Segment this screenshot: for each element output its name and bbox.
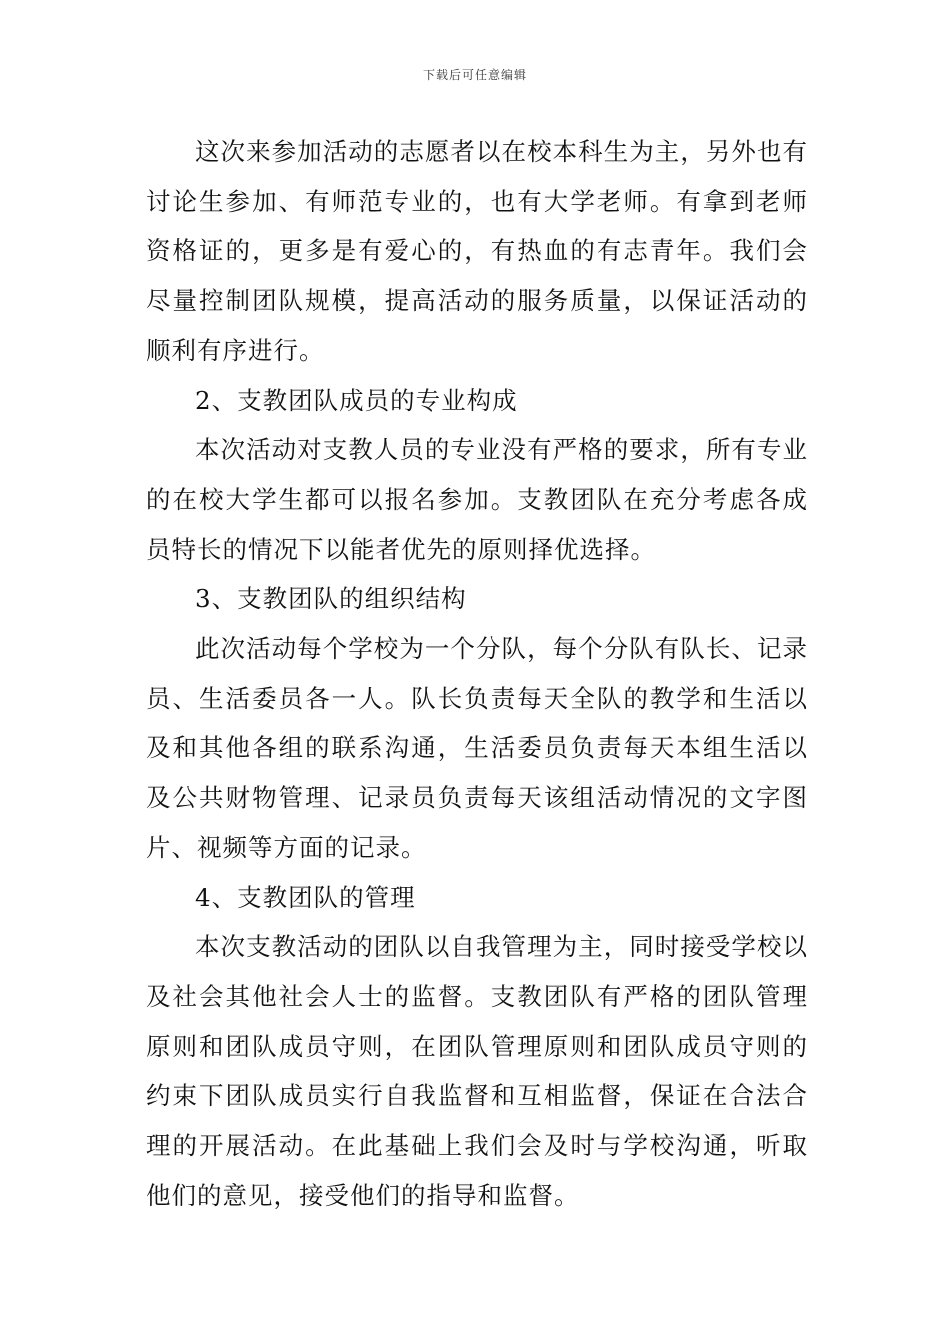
section-heading-4: 4、支教团队的管理 <box>195 882 416 912</box>
paragraph-structure: 此次活动每个学校为一个分队，每个分队有队长、记录员、生活委员各一人。队长负责每天全队的教学和生活以及和其他各组的联系沟通，生活委员负责每天本组生活以及公共财物管理、记录员负责每天该组活动情况的文字图片、视频等方面的记录。 <box>146 634 808 862</box>
document-body <box>146 127 808 1220</box>
section-heading-2: 2、支教团队成员的专业构成 <box>195 385 518 415</box>
section-heading-3: 3、支教团队的组织结构 <box>195 584 467 614</box>
paragraph-majors: 本次活动对支教人员的专业没有严格的要求，所有专业的在校大学生都可以报名参加。支教团队在充分考虑各成员特长的情况下以能者优先的原则择优选择。 <box>146 435 808 564</box>
paragraph-management: 本次支教活动的团队以自我管理为主，同时接受学校以及社会其他社会人士的监督。支教团队有严格的团队管理原则和团队成员守则，在团队管理原则和团队成员守则的约束下团队成员实行自我监督和互相监督，保证在合法合理的开展活动。在此基础上我们会及时与学校沟通，听取他们的意见，接受他们的指导和监督。 <box>146 932 808 1210</box>
paragraph-volunteers: 这次来参加活动的志愿者以在校本科生为主，另外也有讨论生参加、有师范专业的，也有大学老师。有拿到老师资格证的，更多是有爱心的，有热血的有志青年。我们会尽量控制团队规模，提高活动的服务质量，以保证活动的顺利有序进行。 <box>146 137 808 365</box>
page-header: 下载后可任意编辑 <box>422 68 527 82</box>
